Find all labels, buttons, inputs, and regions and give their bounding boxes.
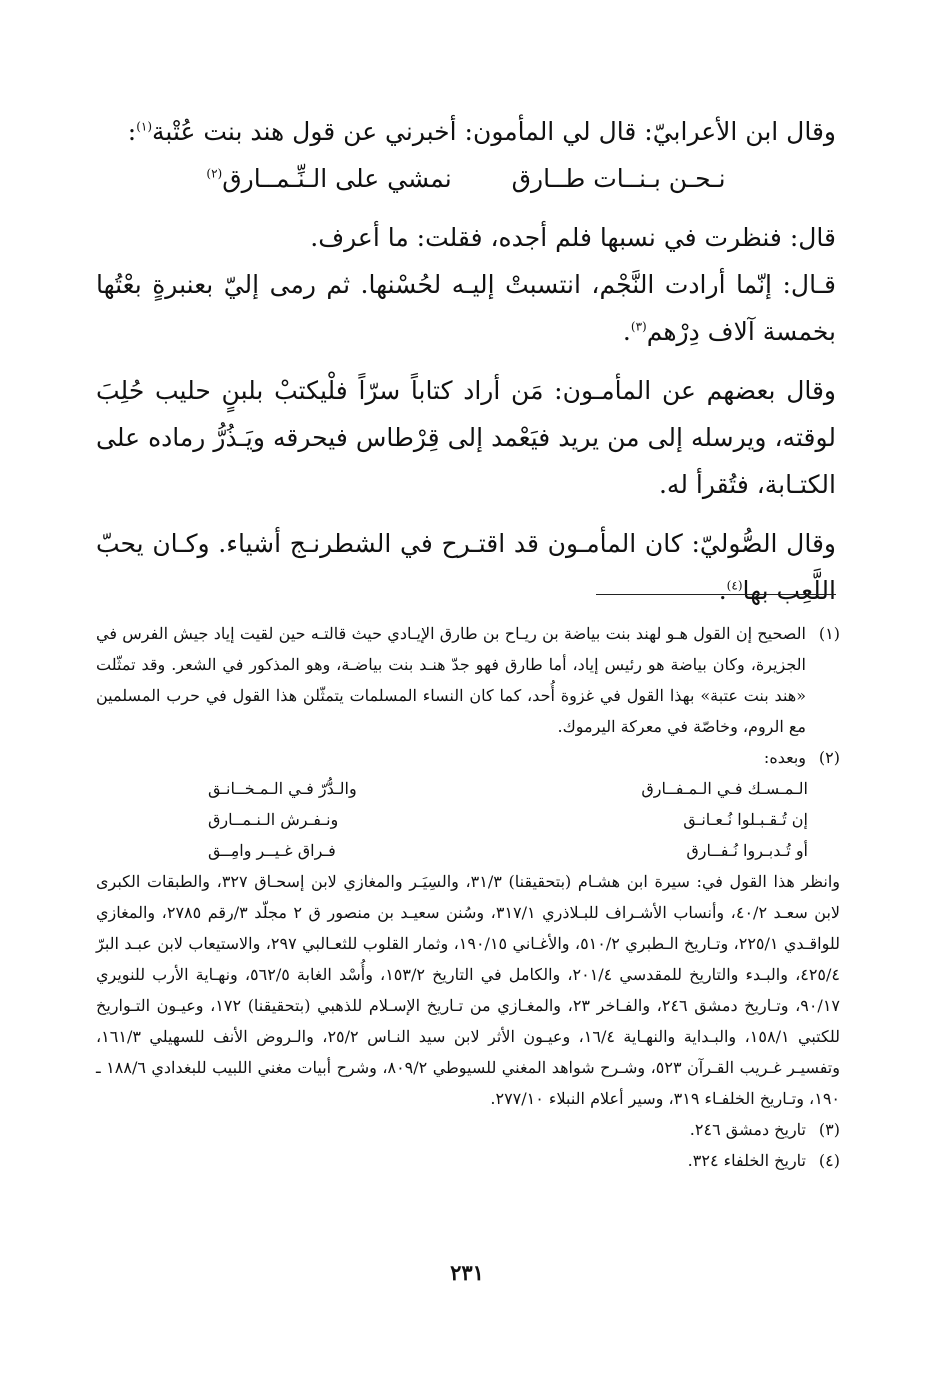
paragraph-text: وقال الصُّوليّ: كان المأمـون قد اقتـرح في الشطرنـج أشياء. وكـان يحبّ اللَّعِب بها bbox=[96, 529, 836, 605]
punctuation: . bbox=[622, 317, 631, 346]
footnote-ref-1: (١) bbox=[136, 119, 153, 134]
paragraph-secret-letter: وقال بعضهم عن المأمـون: مَن أراد كتاباً سرّاً فلْيكتبْ بلبنٍ حليب حُلِبَ لوقته، ويرسله إلى من يريد فيَعْمد إلى قِرْطاس فيحرقه ويَـذُرُّ رماده على الكتـابة، فتُقرأ له. bbox=[96, 376, 836, 499]
footnote-text: تاريخ دمشق ٢٤٦. bbox=[689, 1120, 806, 1139]
footnote-number: (٤) bbox=[818, 1151, 840, 1170]
footnote-number: (١) bbox=[818, 624, 840, 643]
footnotes bbox=[96, 618, 840, 1176]
main-text bbox=[96, 108, 836, 614]
paragraph-ibn-al-arabi bbox=[96, 108, 836, 155]
footnote-2 bbox=[96, 742, 840, 773]
page-number: ٢٣١ bbox=[450, 1260, 484, 1285]
footnote-text: الصحيح إن القول هـو لهند بنت بياضة بن ريـاح بن طارق الإيـادي حيث قالتـه حين لقيت إياد جيش الفرس في الجزيرة، وكان بياضة هو رئيس إياد، أما طارق فهو جدّ هنـد بنت بياضـة، وهو المذكور في الشعر. وقد تمثّلت «هند بنت عتبة» بهذا القول في غزوة أُحد، كما كان النساء المسلمات يتمثّلن هذا القول في حرب المسلمين مع الروم، وخاصّة في معركة اليرموك. bbox=[96, 624, 806, 736]
paragraph-text: وقال ابن الأعرابيّ: قال لي المأمون: أخبرني عن قول هند بنت عُتْبة bbox=[152, 117, 836, 146]
footnote-2-references: وانظر هذا القول في: سيرة ابن هشـام (بتحقيقنا) ٣١/٣، والسِيَـر والمغازي لابن إسحـاق ٣٢٧، والطبقات الكبرى لابن سعـد ٤٠/٢، وأنساب الأشـراف للبـلاذري ٣١٧/١، وسُنن سعيـد بن منصور ق ٢ مجلّد ٣/رقم ٢٧٨٥، والمغازي للواقـدي ٢٢٥/١، وتـاريخ الـطبري ٥١٠/٢، والأغـاني ١٩٠/١٥، وثمار القلوب للثعـالبي ٢٩٧، والاستيعاب لابن عبـد البرّ ٤٢٥/٤، والبـدء والتاريخ للمقدسي ٢٠١/٤، والكامل في التاريخ ١٥٣/٢، وأُسْد الغابة ٥٦٢/٥، ونهـاية الأرب للنويري ٩٠/١٧، وتـاريخ دمشق ٢٤٦، والفـاخر ٢٣، والمغـازي من تـاريخ الإسـلام للذهبي (بتحقيقنا) ١٧٢، وعيـون التـواريخ للكتبي ١٥٨/١، والبـداية والنهـاية ١٦/٤، وعيـون الأثر لابن سيد النـاس ٢٥/٢، والـروض الأنف للسهيلي ١٦١/٣، وتفسيـر غـريب القـرآن ٥٢٣، وشـرح شواهد المغني للسيوطي ٨٠٩/٢، وشرح أبيات مغني اللبيب للبغدادي ١٨٨/٦ ـ ١٩٠، وتـاريخ الخلفـاء ٣١٩، وسير أعلام النبلاء ٢٧٧/١٠. bbox=[96, 872, 841, 1108]
poem-row bbox=[208, 804, 808, 835]
punctuation: . bbox=[718, 576, 727, 605]
footnote-1 bbox=[96, 618, 840, 742]
punctuation: : bbox=[127, 117, 137, 146]
poem-hemistich: إن تُـقـبـلوا نُـعـانـق bbox=[683, 810, 808, 829]
footnote-text: تاريخ الخلفاء ٣٢٤. bbox=[687, 1151, 806, 1170]
footnote-4 bbox=[96, 1145, 840, 1176]
poem-hemistich: فـراق غـيــر وامِــق bbox=[208, 841, 336, 860]
footnote-divider bbox=[596, 594, 836, 595]
paragraph-qal: قال: فنظرت في نسبها فلم أجده، فقلت: ما أعرف. bbox=[310, 223, 836, 252]
paragraph-suli bbox=[96, 520, 836, 614]
paragraph-najm bbox=[96, 261, 836, 355]
footnote-3 bbox=[96, 1114, 840, 1145]
poem-row bbox=[208, 773, 808, 804]
footnote-poem bbox=[96, 773, 808, 866]
poem-row bbox=[208, 835, 808, 866]
verse-hemistich-2 bbox=[206, 155, 451, 202]
footnote-ref-3: (٣) bbox=[630, 319, 647, 334]
paragraph-text: قـال: إنّما أرادت النَّجْم، انتسبتْ إليـه لحُسْنها. ثم رمى إليّ بعنبرةٍ بعْتُها بخمسة آلاف دِرْهم bbox=[96, 270, 836, 346]
verse-text: نمشي على الـنِّـمــارق bbox=[222, 164, 452, 193]
poem-hemistich: والـدُّرّ فـي الـمـخــانـق bbox=[208, 779, 357, 798]
footnote-ref-4: (٤) bbox=[726, 578, 743, 593]
verse-hemistich-1: نـحـن بـنــات طــارق bbox=[511, 164, 726, 193]
verse-line bbox=[96, 155, 836, 202]
footnote-ref-2: (٢) bbox=[206, 166, 223, 181]
footnote-number: (٣) bbox=[818, 1120, 840, 1139]
footnote-number: (٢) bbox=[818, 748, 840, 767]
footnote-intro: وبعده: bbox=[763, 748, 806, 767]
poem-hemistich: أو تُـدبـروا نُـفــارق bbox=[686, 841, 808, 860]
poem-hemistich: الـمـسـك فـي الـمـفــارق bbox=[641, 779, 808, 798]
poem-hemistich: ونـفـرش الـنـمــارق bbox=[208, 810, 339, 829]
